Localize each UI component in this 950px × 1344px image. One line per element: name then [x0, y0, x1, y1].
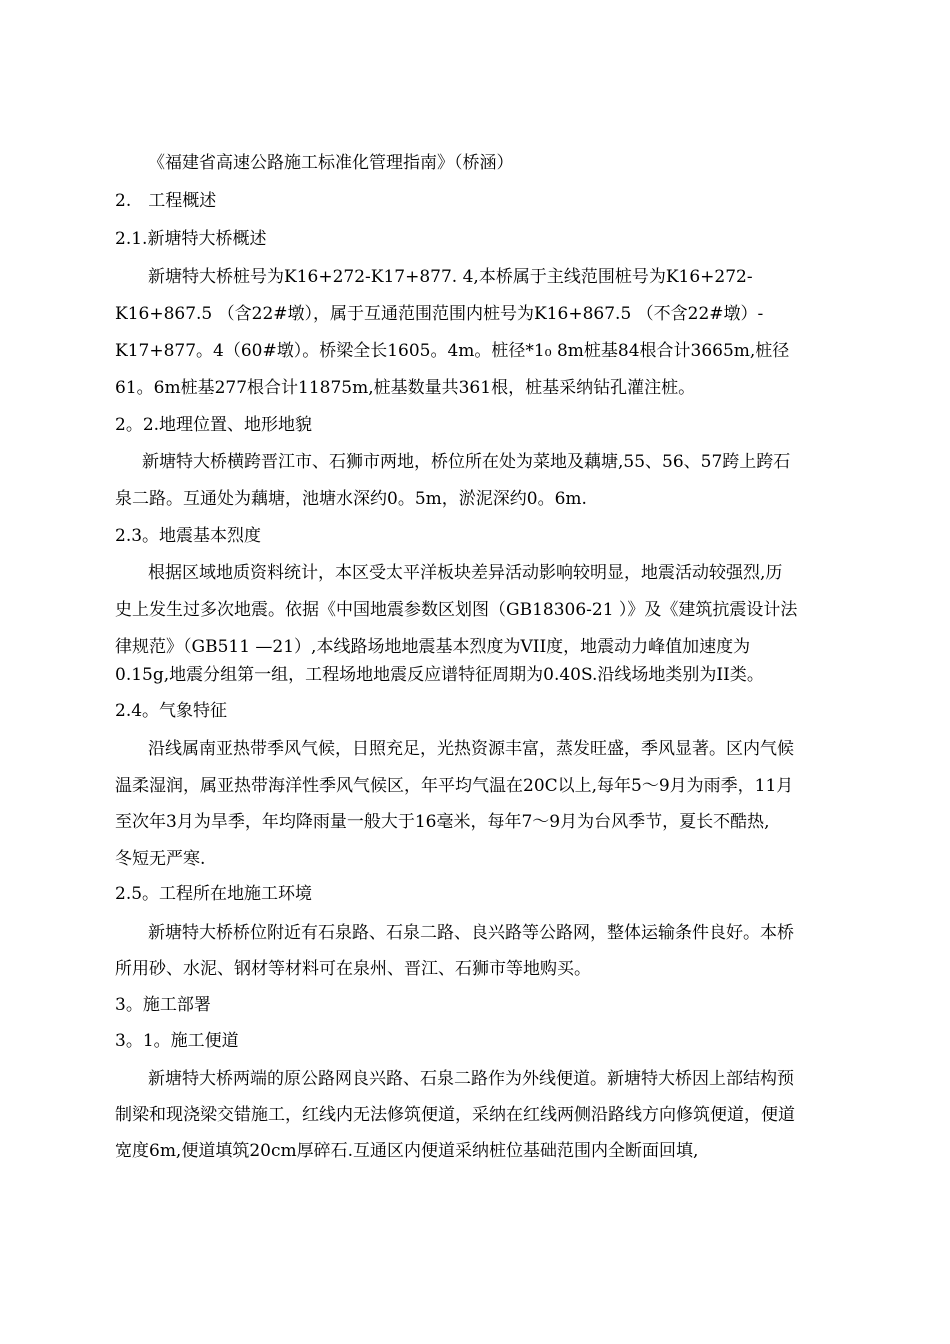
paragraph-line: 律规范》（GB511 —21）,本线路场地地震基本烈度为VII度，地震动力峰值加速度为: [115, 637, 751, 657]
paragraph-line: 根据区域地质资料统计，本区受太平洋板块差异活动影响较明显，地震活动较强烈,历: [148, 563, 783, 583]
paragraph-line: 温柔湿润，属亚热带海洋性季风气候区，年平均气温在20C以上,每年5〜9月为雨季，11月: [115, 776, 794, 796]
paragraph-line: 泉二路。互通处为藕塘，池塘水深约0。5m，淤泥深约0。6m.: [115, 489, 587, 509]
subsection-heading-3-1: 3。1。施工便道: [115, 1031, 239, 1051]
subsection-heading-2-4: 2.4。气象特征: [115, 701, 228, 721]
subsection-heading-2-3: 2.3。地震基本烈度: [115, 526, 262, 546]
paragraph-line: 0.15g,地震分组第一组，工程场地地震反应谱特征周期为0.40S.沿线场地类别为II类。: [115, 665, 764, 685]
paragraph-line: 宽度6m,便道填筑20cm厚碎石.互通区内便道采纳桩位基础范围内全断面回填,: [115, 1141, 699, 1161]
paragraph-line: K16+867.5 （含22#墩），属于互通范围范围内桩号为K16+867.5 （不含22#墩）-: [115, 304, 764, 324]
paragraph-line: 史上发生过多次地震。依据《中国地震参数区划图（GB18306-21 ）》及《建筑抗震设计法: [115, 600, 798, 620]
paragraph-line: 所用砂、水泥、钢材等材料可在泉州、晋江、石狮市等地购买。: [115, 959, 591, 979]
paragraph-line: 冬短无严寒.: [115, 849, 206, 869]
section-heading-2: 2. 工程概述: [115, 191, 217, 211]
subsection-heading-2-5: 2.5。工程所在地施工环境: [115, 884, 313, 904]
paragraph-line: 新塘特大桥两端的原公路网良兴路、石泉二路作为外线便道。新塘特大桥因上部结构预: [148, 1069, 794, 1089]
paragraph-line: 新塘特大桥桥位附近有石泉路、石泉二路、良兴路等公路网，整体运输条件良好。本桥: [148, 923, 794, 943]
paragraph-line: 新塘特大桥横跨晋江市、石狮市两地，桥位所在处为菜地及藕塘,55、56、57跨上跨石: [142, 452, 791, 472]
paragraph-line: 61。6m桩基277根合计11875m,桩基数量共361根，桩基采纳钻孔灌注桩。: [115, 378, 696, 398]
paragraph-line: K17+877。4（60#墩）。桥梁全长1605。4m。桩径*1₀ 8m桩基84根合计3665m,桩径: [115, 341, 790, 361]
paragraph-line: 制梁和现浇梁交错施工，红线内无法修筑便道，采纳在红线两侧沿路线方向修筑便道，便道: [115, 1105, 795, 1125]
subsection-heading-2-1: 2.1.新塘特大桥概述: [115, 229, 267, 249]
paragraph-line: 至次年3月为旱季，年均降雨量一般大于16毫米，每年7〜9月为台风季节，夏长不酷热,: [115, 812, 770, 832]
subsection-heading-2-2: 2。2.地理位置、地形地貌: [115, 415, 313, 435]
section-heading-3: 3。施工部署: [115, 995, 211, 1015]
paragraph-line: 沿线属南亚热带季风气候，日照充足，光热资源丰富，蒸发旺盛，季风显著。区内气候: [148, 739, 794, 759]
paragraph-line: 新塘特大桥桩号为K16+272-K17+877. 4,本桥属于主线范围桩号为K16+272-: [148, 267, 753, 287]
reference-line: 《福建省高速公路施工标准化管理指南》（桥涵）: [148, 153, 514, 173]
